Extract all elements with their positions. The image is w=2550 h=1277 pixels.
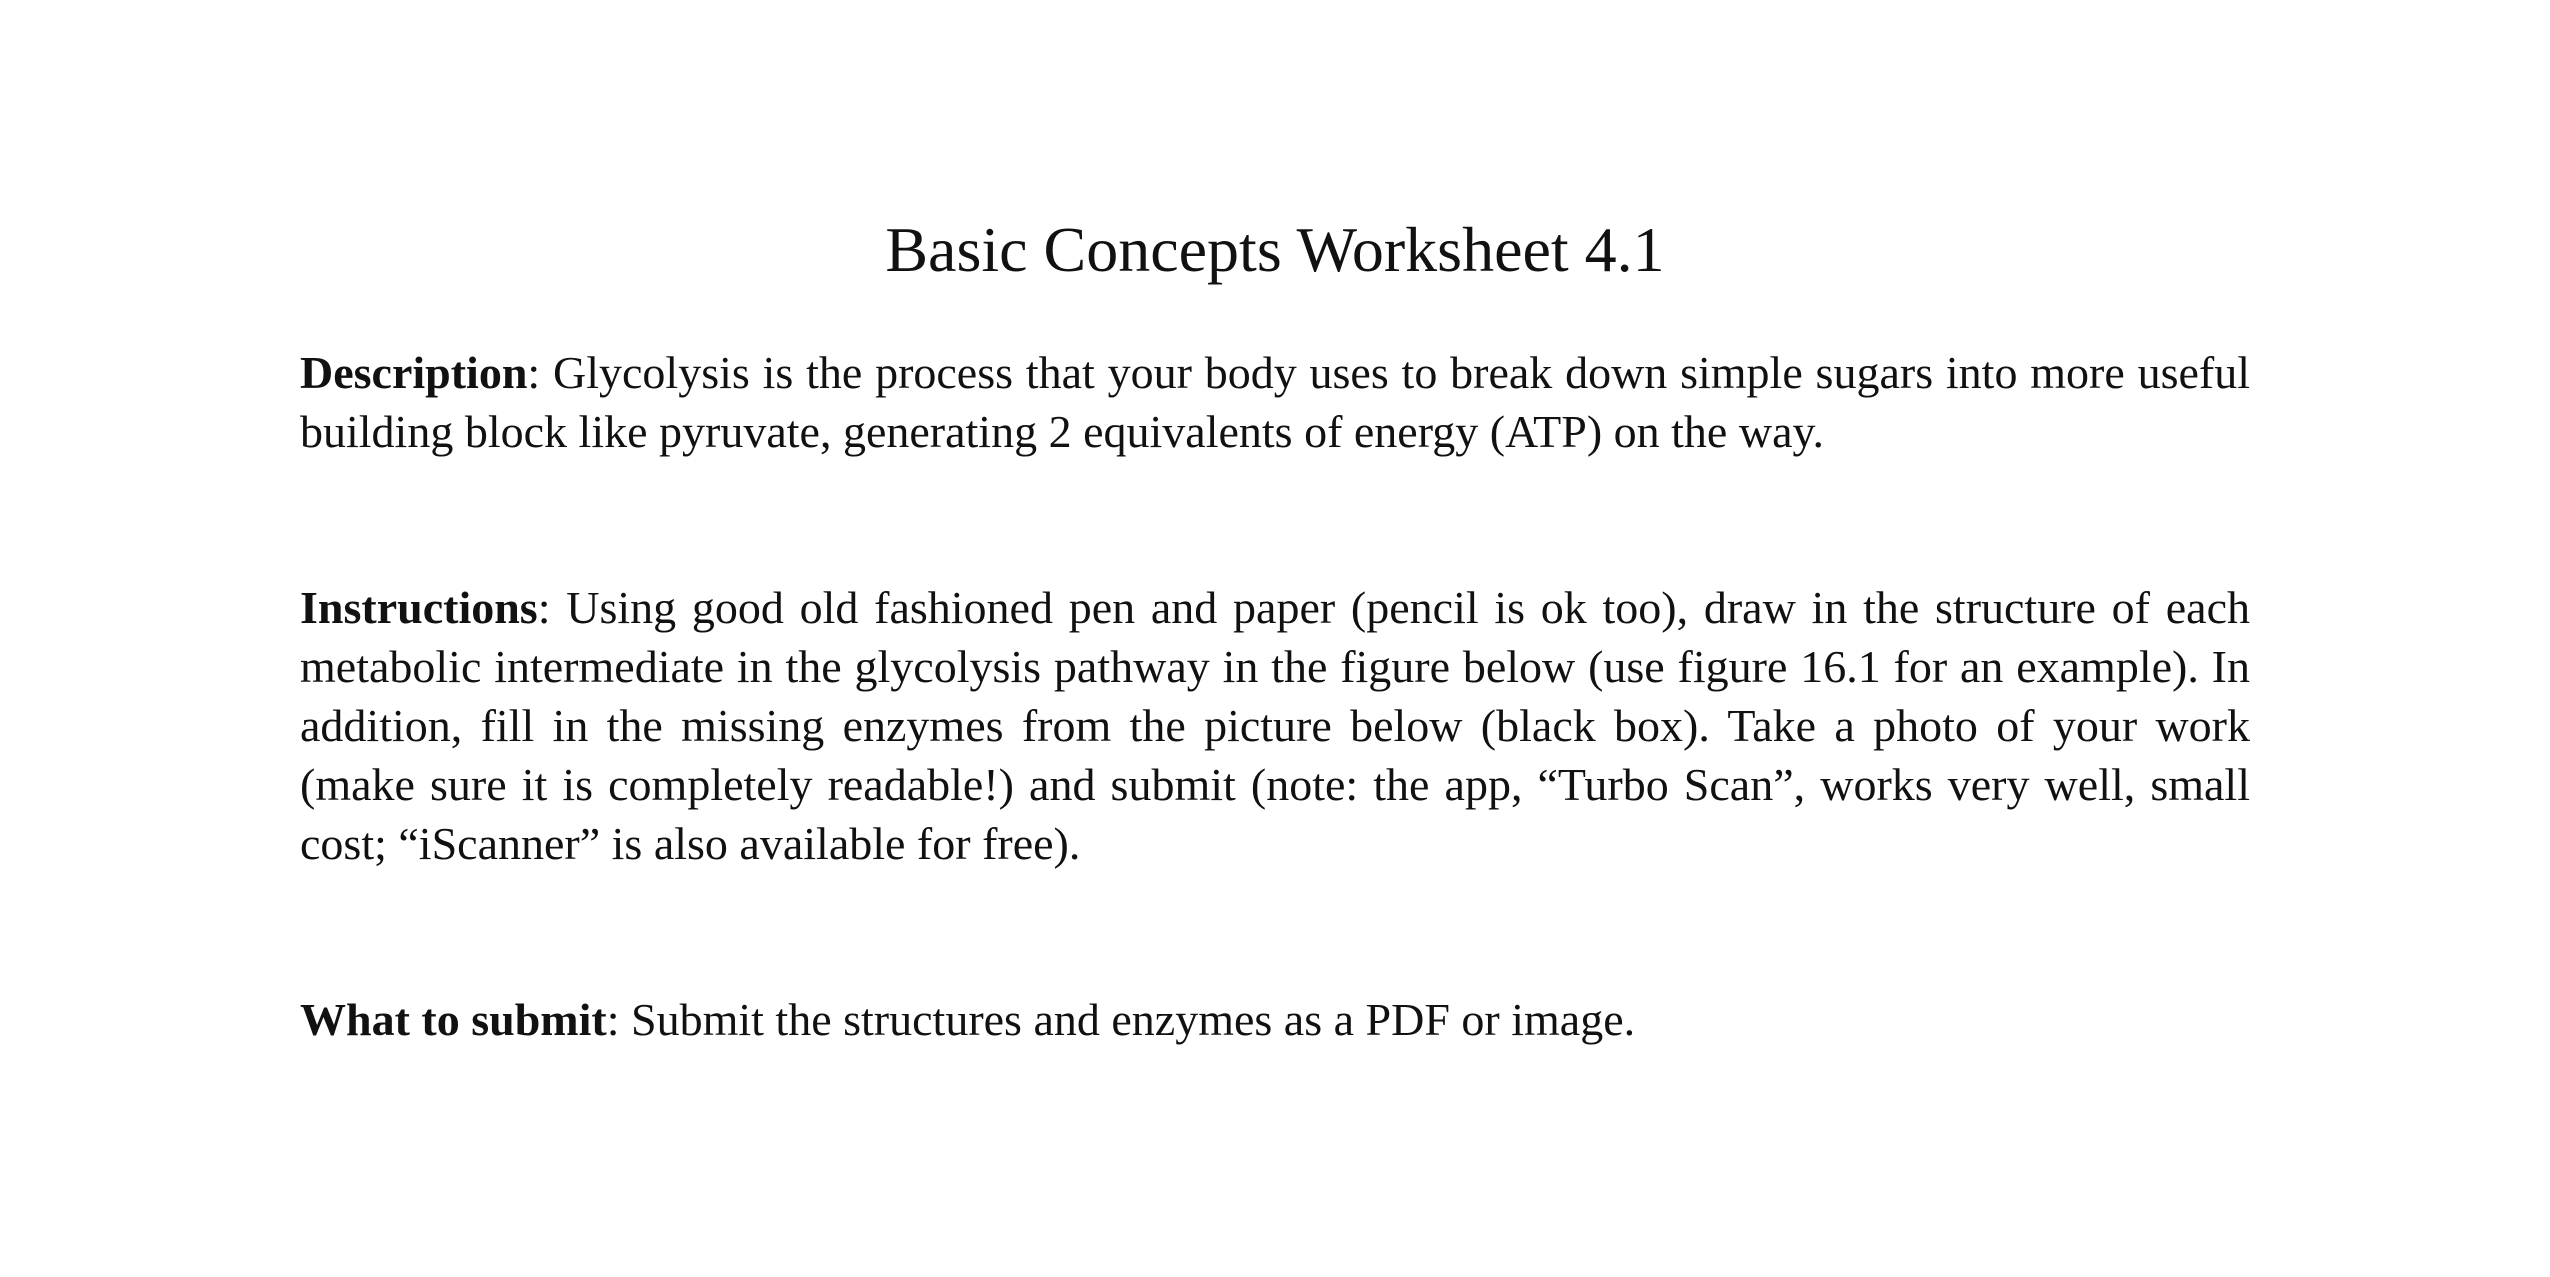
what-to-submit-paragraph	[300, 990, 2250, 1049]
what-to-submit-separator: :	[606, 994, 620, 1045]
instructions-separator: :	[537, 582, 551, 633]
description-label: Description	[300, 347, 528, 398]
instructions-label: Instructions	[300, 582, 538, 633]
page-title: Basic Concepts Worksheet 4.1	[885, 214, 1665, 285]
description-separator: :	[527, 347, 541, 398]
description-paragraph	[300, 343, 2250, 461]
what-to-submit-label: What to submit	[300, 994, 607, 1045]
instructions-text: Using good old fashioned pen and paper (pencil is ok too), draw in the structure of each metabolic intermediate in the glycolysis pathway in the figure below (use figure 16.1 for an example). In addition, fill in the missing enzymes from the picture below (black box). Take a photo of your work (make sure it is completely readable!) and submit (note: the app, “Turbo Scan”, works very well, small cost; “iScanner” is also available for free).	[300, 582, 2250, 869]
description-text: Glycolysis is the process that your body uses to break down simple sugars into more useful building block like pyruvate, generating 2 equivalents of energy (ATP) on the way.	[300, 347, 2250, 457]
instructions-paragraph	[300, 578, 2250, 873]
what-to-submit-text: Submit the structures and enzymes as a PDF or image.	[619, 994, 1636, 1045]
